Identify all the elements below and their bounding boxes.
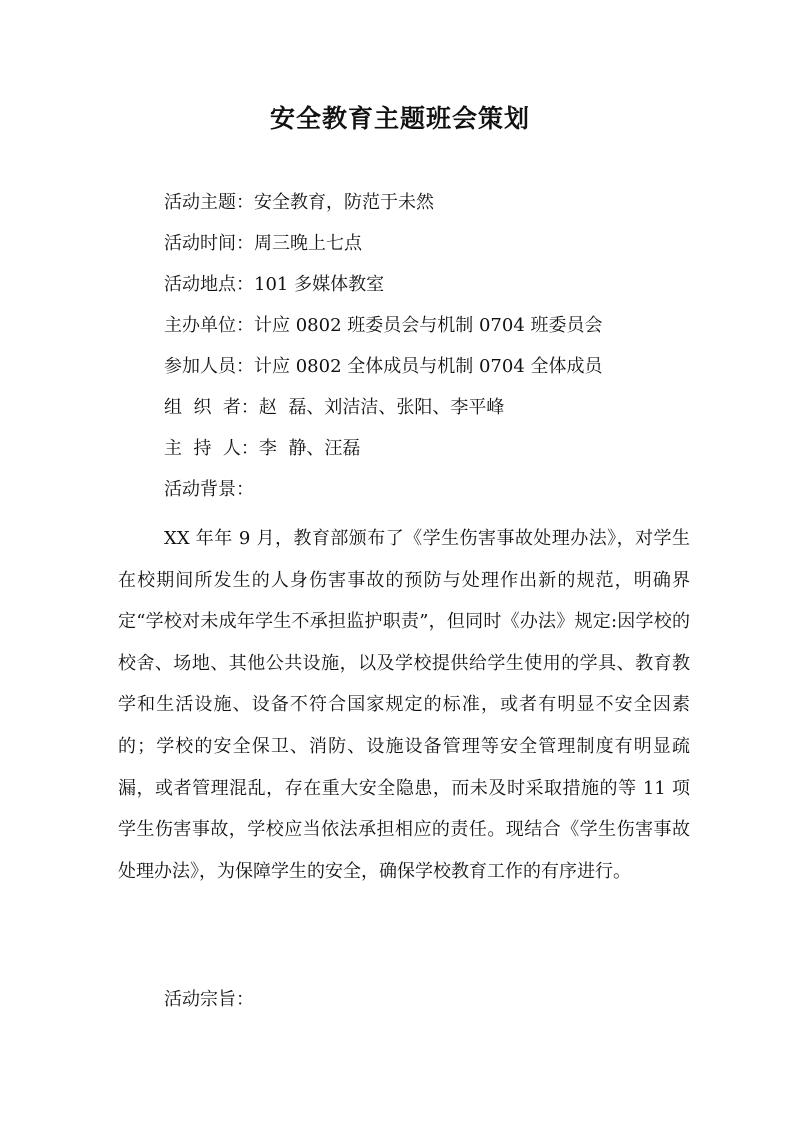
field-hosts: 主 持 人：李 静、汪磊 [164,438,361,459]
purpose-label: 活动宗旨： [164,989,254,1010]
field-location: 活动地点：101 多媒体教室 [164,274,385,295]
field-background-label: 活动背景： [164,479,254,500]
document-title: 安全教育主题班会策划 [269,104,530,133]
field-participants: 参加人员：计应 0802 全体成员与机制 0704 全体成员 [164,356,603,377]
activity-fields [164,188,724,516]
field-time: 活动时间：周三晚上七点 [164,233,362,254]
field-organizer-unit: 主办单位：计应 0802 班委员会与机制 0704 班委员会 [164,315,603,336]
field-theme: 活动主题：安全教育，防范于未然 [164,192,434,213]
field-coordinators: 组 织 者：赵 磊、刘洁洁、张阳、李平峰 [164,397,505,418]
background-paragraph: XX 年年 9 月，教育部颁布了《学生伤害事故处理办法》，对学生在校期间所发生的人身伤害事故的预防与处理作出新的规范，明确界定“学校对未成年学生不承担监护职责”，但同时《办法》规定:因学校的校舍、场地、其他公共设施，以及学校提供给学生使用的学具、教育教学和生活设施、设备不符合国家规定的标准，或者有明显不安全因素的；学校的安全保卫、消防、设施设备管理等安全管理制度有明显疏漏，或者管理混乱，存在重大安全隐患，而未及时采取措施的等 11 项学生伤害事故，学校应当依法承担相应的责任。现结合《学生伤害事故处理办法》，为保障学生的安全，确保学校教育工作的有序进行。 [118,528,690,882]
